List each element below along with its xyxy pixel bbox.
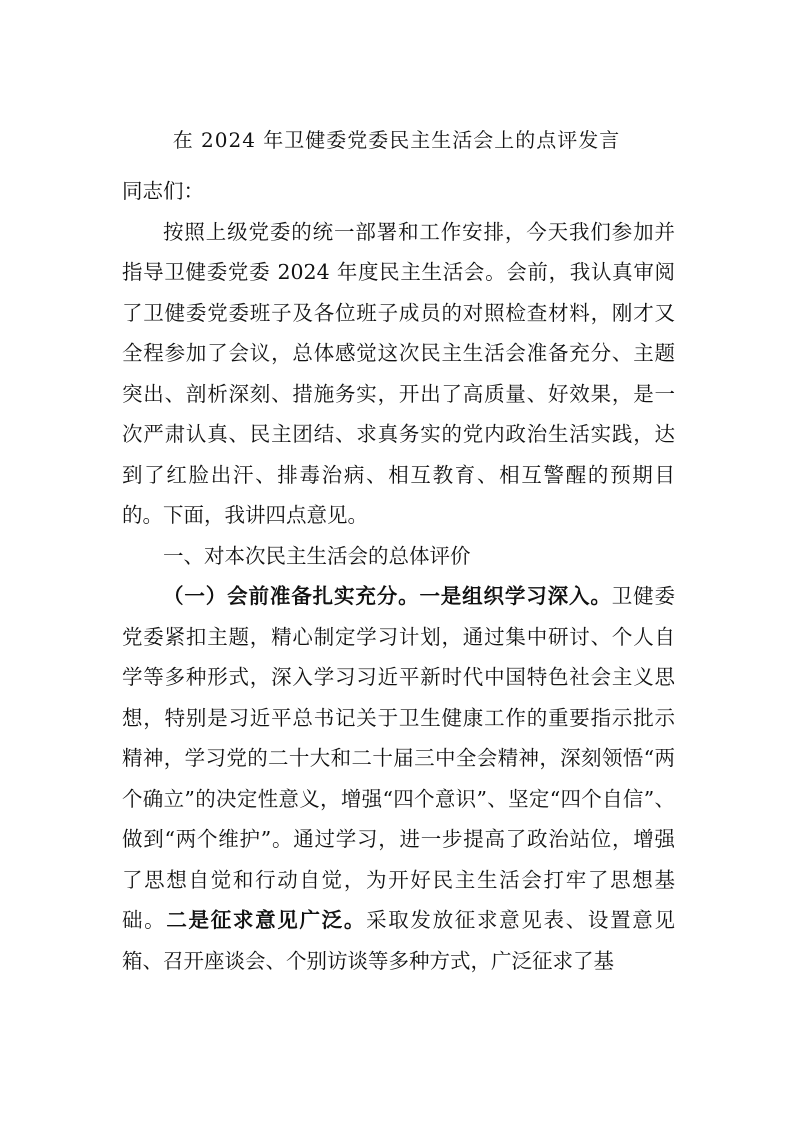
salutation: 同志们： (122, 179, 204, 203)
intro-paragraph: 按照上级党委的统一部署和工作安排，今天我们参加并指导卫健委党委 2024 年度民主生活会。会前，我认真审阅了卫健委党委班子及各位班子成员的对照检查材料，刚才又全程参加了会议，总体感觉这次民主生活会准备充分、主题突出、剖析深刻、措施务实，开出了高质量、好效果，是一次严肃认真、民主团结、求真务实的党内政治生活实践，达到了红脸出汗、排毒治病、相互教育、相互警醒的预期目的。下面，我讲四点意见。 (122, 219, 675, 527)
point2-text: 采取发放征求意见表、设置意见箱、召开座谈会、个别访谈等多种方式，广泛征求了基 (122, 908, 675, 973)
point1-label: 一是组织学习深入。 (419, 584, 612, 608)
subsection-paragraph (122, 576, 675, 981)
section-heading: 一、对本次民主生活会的总体评价 (163, 543, 471, 568)
document-body (122, 171, 675, 981)
document-title: 在 2024 年卫健委党委民主生活会上的点评发言 (172, 128, 621, 152)
point2-label: 二是征求意见广泛。 (166, 908, 367, 932)
subsection-heading: （一）会前准备扎实充分。 (163, 584, 420, 608)
point1-text: 卫健委党委紧扣主题，精心制定学习计划，通过集中研讨、个人自学等多种形式，深入学习习近平新时代中国特色社会主义思想，特别是习近平总书记关于卫生健康工作的重要指示批示精神，学习党的二十大和二十届三中全会精神，深刻领悟“两个确立”的决定性意义，增强“四个意识”、坚定“四个自信”、做到“两个维护”。通过学习，进一步提高了政治站位，增强了思想自觉和行动自觉，为开好民主生活会打牢了思想基础。 (122, 584, 676, 932)
